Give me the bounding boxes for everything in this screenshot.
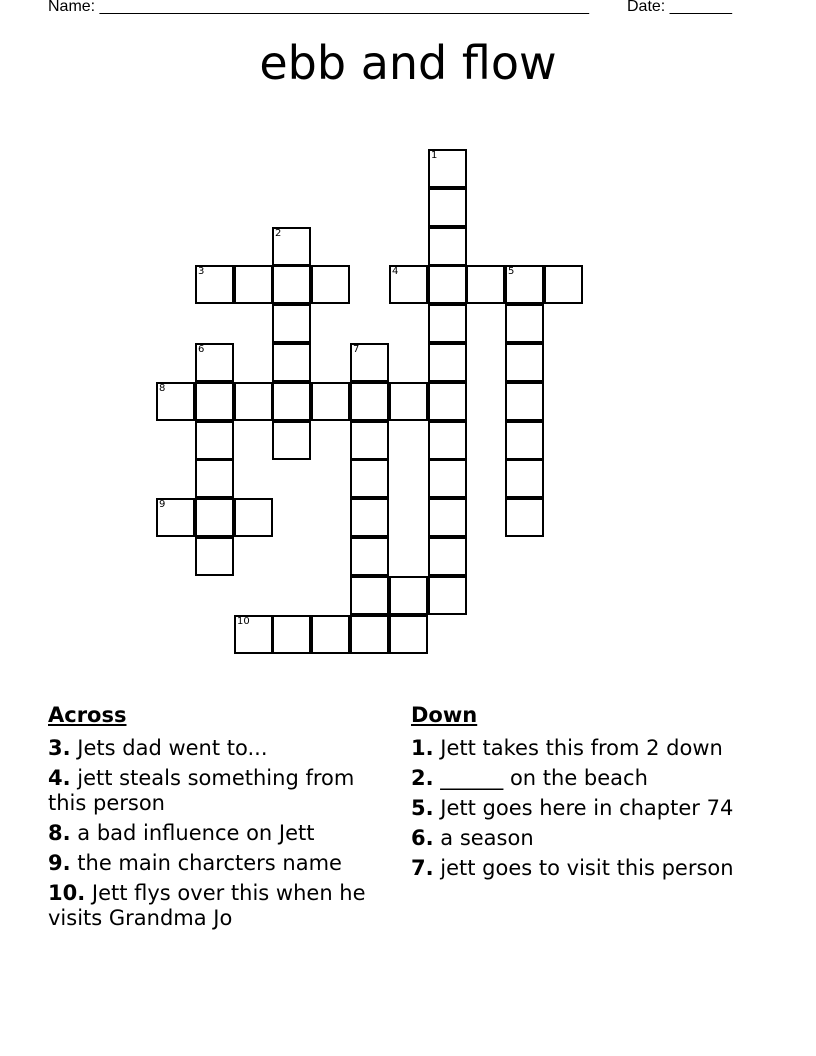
grid-cell[interactable]	[350, 421, 389, 460]
clue-number-label: 7	[353, 344, 360, 355]
across-clue	[48, 881, 378, 931]
clue-number-label: 2	[275, 228, 282, 239]
grid-cell[interactable]	[272, 421, 311, 460]
clue-number: 3.	[48, 736, 71, 760]
clue-text: ______ on the beach	[440, 766, 648, 790]
grid-cell[interactable]	[505, 265, 544, 304]
clue-text: Jett goes here in chapter 74	[440, 796, 734, 820]
clue-text: Jett flys over this when he visits Grandma Jo	[48, 881, 366, 930]
grid-cell[interactable]	[272, 343, 311, 382]
grid-cell[interactable]	[156, 498, 195, 537]
clue-text: jett goes to visit this person	[440, 856, 734, 880]
clue-number: 7.	[411, 856, 434, 880]
across-clue	[48, 766, 378, 816]
grid-cell[interactable]	[428, 265, 467, 304]
clue-number: 1.	[411, 736, 434, 760]
grid-cell[interactable]	[505, 343, 544, 382]
clue-number: 9.	[48, 851, 71, 875]
grid-cell[interactable]	[195, 343, 234, 382]
grid-cell[interactable]	[156, 382, 195, 421]
grid-cell[interactable]	[234, 265, 273, 304]
grid-cell[interactable]	[195, 382, 234, 421]
clue-text: the main charcters name	[77, 851, 342, 875]
grid-cell[interactable]	[195, 265, 234, 304]
grid-cell[interactable]	[350, 343, 389, 382]
grid-cell[interactable]	[272, 265, 311, 304]
grid-cell[interactable]	[428, 459, 467, 498]
header-line	[0, 0, 816, 20]
grid-cell[interactable]	[195, 421, 234, 460]
grid-cell[interactable]	[428, 382, 467, 421]
grid-cell[interactable]	[311, 382, 350, 421]
grid-cell[interactable]	[428, 343, 467, 382]
grid-cell[interactable]	[428, 188, 467, 227]
clue-number-label: 6	[198, 344, 205, 355]
clue-number-label: 5	[508, 266, 515, 277]
clue-number-label: 8	[159, 383, 166, 394]
grid-cell[interactable]	[428, 498, 467, 537]
grid-cell[interactable]	[389, 265, 428, 304]
grid-cell[interactable]	[234, 615, 273, 654]
clue-text: a bad influence on Jett	[77, 821, 315, 845]
clue-number: 5.	[411, 796, 434, 820]
grid-cell[interactable]	[428, 304, 467, 343]
clue-text: a season	[440, 826, 534, 850]
grid-cell[interactable]	[505, 498, 544, 537]
across-clues	[48, 700, 378, 936]
grid-cell[interactable]	[389, 382, 428, 421]
clue-number: 2.	[411, 766, 434, 790]
down-heading: Down	[411, 703, 478, 727]
across-heading: Across	[48, 703, 127, 727]
grid-cell[interactable]	[195, 537, 234, 576]
grid-cell[interactable]	[428, 537, 467, 576]
grid-cell[interactable]	[350, 459, 389, 498]
grid-cell[interactable]	[272, 615, 311, 654]
clue-number: 8.	[48, 821, 71, 845]
down-clues	[411, 700, 751, 886]
grid-cell[interactable]	[272, 227, 311, 266]
clue-number: 4.	[48, 766, 71, 790]
puzzle-title: ebb and flow	[259, 36, 557, 90]
grid-cell[interactable]	[428, 149, 467, 188]
grid-cell[interactable]	[505, 421, 544, 460]
down-clue	[411, 736, 751, 761]
down-clue	[411, 766, 751, 791]
grid-cell[interactable]	[389, 576, 428, 615]
grid-cell[interactable]	[350, 615, 389, 654]
grid-cell[interactable]	[505, 382, 544, 421]
clue-text: Jett takes this from 2 down	[440, 736, 723, 760]
down-clue	[411, 796, 751, 821]
down-clue	[411, 856, 751, 881]
grid-cell[interactable]	[195, 459, 234, 498]
across-clue	[48, 736, 378, 761]
grid-cell[interactable]	[466, 265, 505, 304]
across-clue	[48, 851, 378, 876]
grid-cell[interactable]	[234, 382, 273, 421]
grid-cell[interactable]	[350, 382, 389, 421]
grid-cell[interactable]	[505, 304, 544, 343]
date-field-label: Date: _______	[627, 0, 732, 15]
grid-cell[interactable]	[272, 382, 311, 421]
clue-number: 10.	[48, 881, 86, 905]
grid-cell[interactable]	[195, 498, 234, 537]
grid-cell[interactable]	[428, 421, 467, 460]
grid-cell[interactable]	[350, 498, 389, 537]
clue-number-label: 9	[159, 499, 166, 510]
grid-cell[interactable]	[428, 576, 467, 615]
clue-number-label: 3	[198, 266, 205, 277]
grid-cell[interactable]	[311, 615, 350, 654]
clue-number-label: 1	[431, 150, 438, 161]
grid-cell[interactable]	[389, 615, 428, 654]
clue-number-label: 10	[237, 616, 250, 627]
clue-text: jett steals something from this person	[48, 766, 355, 815]
grid-cell[interactable]	[311, 265, 350, 304]
grid-cell[interactable]	[350, 537, 389, 576]
down-clue	[411, 826, 751, 851]
clue-number: 6.	[411, 826, 434, 850]
grid-cell[interactable]	[505, 459, 544, 498]
grid-cell[interactable]	[272, 304, 311, 343]
clue-number-label: 4	[392, 266, 399, 277]
grid-cell[interactable]	[234, 498, 273, 537]
across-clue	[48, 821, 378, 846]
grid-cell[interactable]	[544, 265, 583, 304]
clue-text: Jets dad went to...	[77, 736, 268, 760]
grid-cell[interactable]	[428, 227, 467, 266]
grid-cell[interactable]	[350, 576, 389, 615]
name-field-label: Name: _______________________________________________________	[48, 0, 589, 15]
